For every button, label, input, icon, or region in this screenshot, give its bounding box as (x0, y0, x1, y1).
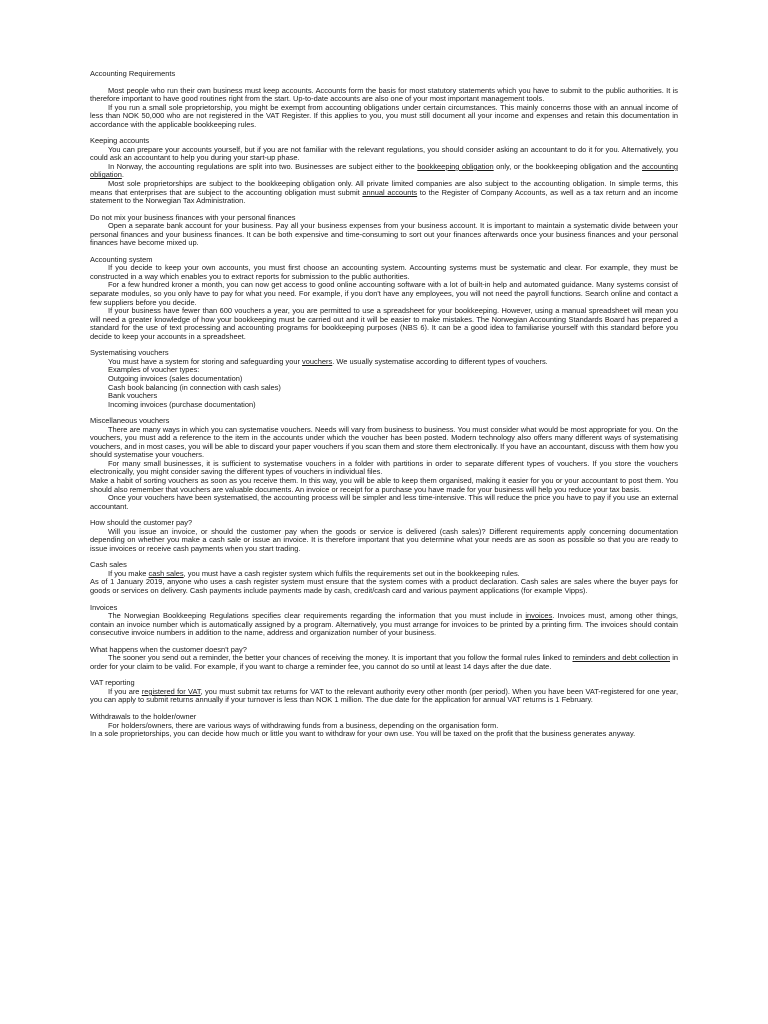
paragraph: In a sole proprietorships, you can decide how much or little you want to withdraw for your own use. You will be taxed on the profit that the business generates anyway. (90, 729, 636, 739)
paragraph: Make a habit of sorting vouchers as soon as you receive them. In this way, you will be able to keep them organised, making it easier for you or your accountant to post them. You should also remember that vouchers are valuable documents. An invoice or receipt for a purchase you have made for your business will help you reduce your tax basis. (90, 475, 678, 494)
text: . Invoices must, among other things, contain an invoice number which is automatically assigned by a program. Alternatively, you must arrange for invoices to be printed by a printing firm. The invoices should contain consecutive invoice numbers in addition to the name, address and organization number of your business. (90, 611, 678, 638)
paragraph: If your business have fewer than 600 vouchers a year, you are permitted to use a spreadsheet for your bookkeeping. However, using a manual spreadsheet will mean you will need a greater knowledge of how your bookkeeping must be carried out and it will be easier to make mistakes. The Norwegian Accounting Standards Board has prepared a standard for the use of text processing and accounting programs for bookkeeping purposes (NBS 6). It can be a good idea to familiarise yourself with this standard before you decide to keep your accounts in a spreadsheet. (90, 306, 678, 341)
section-heading: Do not mix your business finances with your personal finances (90, 212, 296, 222)
section-heading: How should the customer pay? (90, 518, 193, 528)
cash-sales-link[interactable]: cash sales (148, 568, 184, 578)
paragraph: Will you issue an invoice, or should the customer pay when the goods or service is delivered (cash sales)? Different requirements apply concerning documentation depending on whether you make a cash sale or issue an invoice. It is therefore important that you determine what your needs are as soon as possible so that you are ready to issue invoices or receive cash payments when you start trading. (90, 526, 678, 553)
section-heading: Accounting system (90, 254, 153, 264)
section-heading: Miscellaneous vouchers (90, 416, 170, 426)
paragraph (90, 688, 678, 705)
vouchers-link[interactable]: vouchers (302, 356, 333, 366)
accounting-system-section (90, 256, 678, 341)
text: In Norway, the accounting regulations are split into two. Businesses are subject either to the (108, 161, 418, 171)
section-heading: Systematising vouchers (90, 348, 169, 358)
paragraph: For a few hundred kroner a month, you can now get access to good online accounting software with a lot of built-in help and automated guidance. Many systems consist of separate modules, so you only have to pay for what you need. For example, if you don't have any employees, you will not need the payroll functions. Search online and contact a few suppliers before you decide. (90, 280, 678, 307)
voucher-types-list (90, 366, 678, 409)
document-title: Accounting Requirements (90, 69, 176, 78)
paragraph (90, 180, 678, 206)
paragraph (90, 163, 678, 180)
text: The sooner you send out a reminder, the better your chances of receiving the money. It is important that you follow the formal rules linked to (108, 653, 573, 663)
section-heading: Withdrawals to the holder/owner (90, 712, 197, 721)
paragraph: As of 1 January 2019, anyone who uses a cash register system must ensure that the system comes with a product declaration. Cash sales are sales where the buyer pays for goods or services on delivery. Cash payments include payments made by cash, credit/cash card and various payment applications (for example Vipps). (90, 577, 678, 595)
section-heading: What happens when the customer doesn't pay? (90, 644, 247, 654)
mix-finances-section (90, 214, 678, 248)
text: in order for your claim to be valid. For example, if you want to charge a reminder fee, you cannot do so until at least 14 days after the due date. (90, 653, 678, 671)
paragraph: You can prepare your accounts yourself, but if you are not familiar with the relevant regulations, you should consider asking an accountant to do it for you. Alternatively, you could ask an accountant to help you during your start-up phase. (90, 144, 678, 163)
text: . (121, 170, 124, 180)
invoices-section (90, 604, 678, 638)
section-heading: VAT reporting (90, 678, 135, 688)
invoices-link[interactable]: invoices (525, 611, 553, 621)
paragraph: Once your vouchers have been systematised, the accounting process will be simpler and less time-intensive. This will reduce the price you have to pay if you use an external accountant. (90, 493, 678, 511)
text: If you are (108, 686, 142, 696)
text: Most sole proprietorships are subject to the bookkeeping obligation only. All private limited companies are also subject to the accounting obligation. In simple terms, this means that enterprises that are subject to the accounting obligation must submit (90, 179, 678, 197)
intro-section (90, 87, 678, 130)
text: You must have a system for storing and safeguarding your (108, 356, 303, 366)
paragraph: There are many ways in which you can systematise vouchers. Needs will vary from business to business. You must consider what would be most appropriate for you. On the vouchers, you must add a reference to the item in the accounts under which the voucher has been posted. Modern technology also offers many different ways of systematising vouchers, and in most cases, you will be able to discard your paper vouchers if you scan them and store them electronically. If you have an accountant, discuss with them how you should systematise your vouchers. (90, 424, 678, 460)
paragraph: Open a separate bank account for your business. Pay all your business expenses from your business account. It is important to maintain a systematic divide between your personal finances and your business finances. It can be both expensive and time-consuming to sort out your finances afterwards once your business finances and your personal finances have become mixed up. (90, 221, 678, 248)
list-item: Cash book balancing (in connection with cash sales) (108, 382, 281, 392)
paragraph: If you decide to keep your own accounts, you must first choose an accounting system. Accounting systems must be systematic and clear. For example, they must be constructed in a way which enables you to extract reports for submission to the public authorities. (90, 263, 678, 281)
list-item: Outgoing invoices (sales documentation) (108, 373, 243, 383)
paragraph (90, 654, 678, 671)
vat-reporting-section (90, 679, 678, 705)
misc-vouchers-section (90, 417, 678, 511)
text: to the Register of Company Accounts, as well as a tax return and an income statement to the Norwegian Tax Administration. (90, 187, 678, 206)
intro-paragraph-2: If you run a small sole proprietorship, you might be exempt from accounting obligations under certain circumstances. This mainly concerns those with an annual income of less than NOK 50,000 who are not registered in the VAT Register. If this applies to you, you must still document all your income and expenses and retain this documentation in accordance with the applicable bookkeeping rules. (90, 102, 678, 129)
text: If you make (108, 568, 149, 578)
accounting-obligation-link[interactable]: accounting obligation (90, 161, 678, 180)
text: The Norwegian Bookkeeping Regulations specifies clear requirements regarding the information that you must include in (108, 611, 526, 621)
customer-pay-section (90, 519, 678, 553)
list-heading: Examples of voucher types: (108, 365, 200, 375)
paragraph (90, 612, 678, 638)
withdrawals-section (90, 713, 678, 739)
annual-accounts-link[interactable]: annual accounts (362, 187, 418, 197)
section-heading: Invoices (90, 602, 118, 612)
list-item: Incoming invoices (purchase documentation) (108, 399, 256, 409)
intro-paragraph-1: Most people who run their own business must keep accounts. Accounts form the basis for most statutory statements which you have to submit to the public authorities. It is therefore important to have good routines right from the start. Up-to-date accounts are also one of your most important management tools. (90, 85, 678, 104)
systematising-vouchers-section (90, 349, 678, 409)
section-heading: Keeping accounts (90, 136, 150, 146)
paragraph: For many small businesses, it is sufficient to systematise vouchers in a folder with partitions in order to separate different types of vouchers. If you store the vouchers electronically, you might consider saving the different types of vouchers in individual files. (90, 458, 678, 477)
paragraph: For holders/owners, there are various ways of withdrawing funds from a business, depending on the organisation form. (108, 720, 499, 730)
text: , you must submit tax returns for VAT to the relevant authority every other month (per period). When you have been VAT-registered for one year, you can apply to submit returns annually if your turnover is less than NOK 1 million. The due date for the application for annual VAT returns is 1 February. (90, 686, 679, 705)
keeping-accounts-section (90, 137, 678, 205)
reminder-section (90, 646, 678, 672)
text: . We usually systematise according to different types of vouchers. (332, 356, 548, 366)
reminders-debt-collection-link[interactable]: reminders and debt collection (572, 653, 671, 663)
text: only, or the bookkeeping obligation and the (493, 161, 643, 171)
bookkeeping-obligation-link[interactable]: bookkeeping obligation (417, 161, 494, 171)
text: , you must have a cash register system which fulfils the requirements set out in the bookkeeping rules. (183, 568, 520, 578)
section-heading: Cash sales (90, 560, 127, 570)
list-item: Bank vouchers (108, 391, 158, 401)
registered-for-vat-link[interactable]: registered for VAT (141, 686, 201, 696)
cash-sales-section (90, 561, 678, 595)
